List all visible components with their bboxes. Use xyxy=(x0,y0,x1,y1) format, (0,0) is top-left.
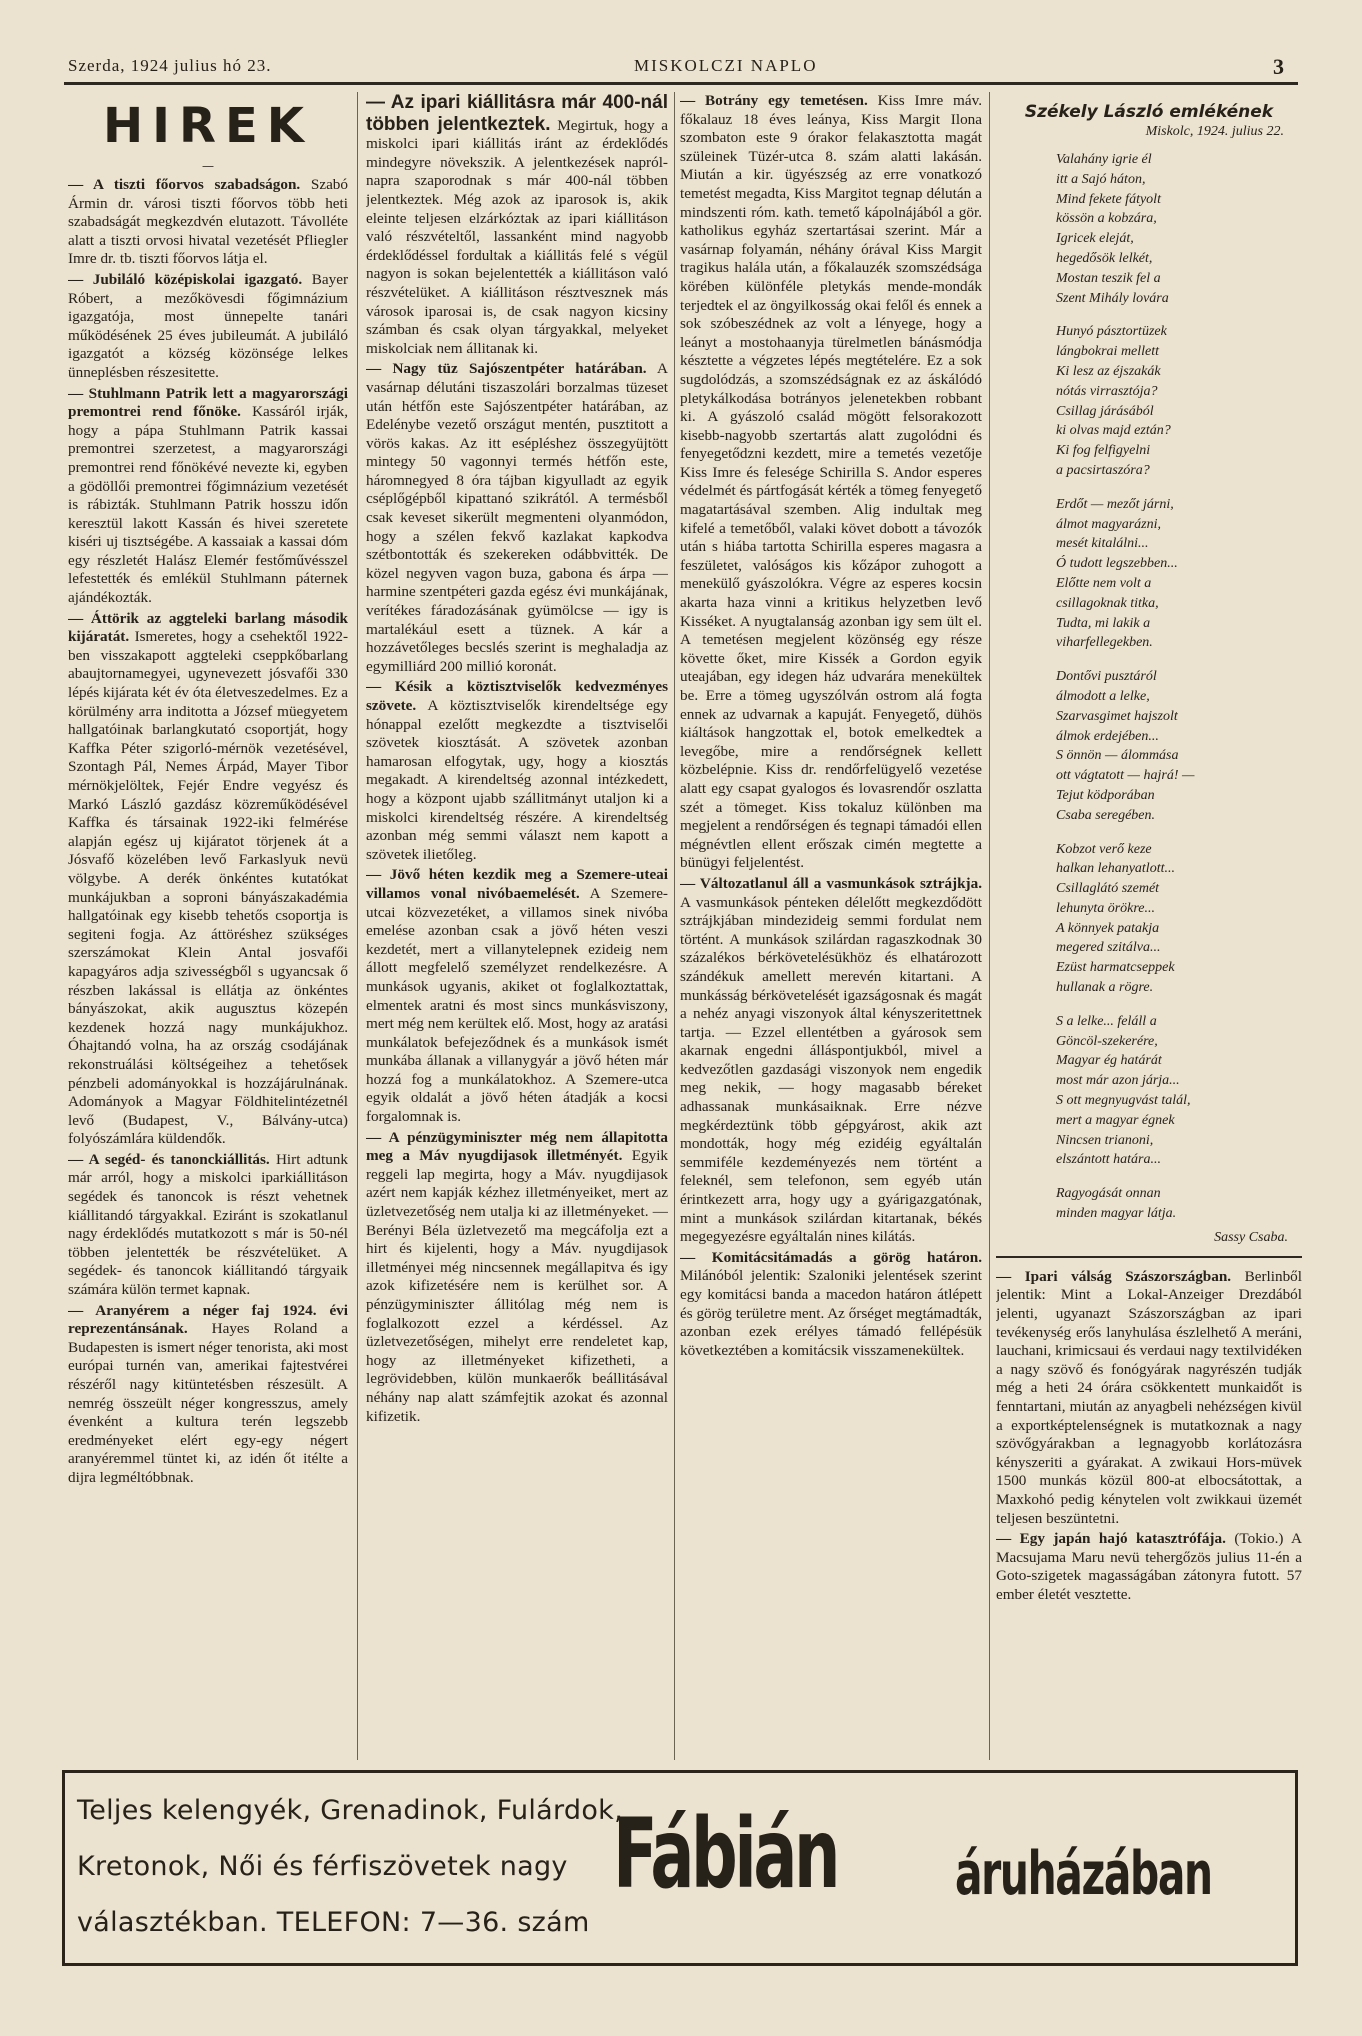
column-divider xyxy=(357,92,358,1760)
header-rule xyxy=(64,82,1298,85)
poem-line: álmot magyarázni, xyxy=(1056,516,1161,532)
article-headline: — Aranyérem a néger faj 1924. évi reprezentánsának. xyxy=(68,1301,348,1338)
poem-line: Göncöl-szekerére, xyxy=(1056,1033,1158,1049)
poem-line: Csillaglátó szemét xyxy=(1056,881,1160,897)
poem-stanza xyxy=(1056,495,1302,653)
poem-line: Nincsen trianoni, xyxy=(1056,1132,1154,1148)
poem-line: megered szitálva... xyxy=(1056,940,1161,956)
poem-stanza xyxy=(1056,1012,1302,1170)
article-body: Kiss Imre máv. főkalauz 18 éves leánya, Kiss Margit Ilona szombaton este 9 órakor felakasztotta magát szüleinek Tüzér-utca 8. szám alatti lakásán. Miután a kir. ügyészség az erre vonatkozó temetést megadta, Kiss Margitot tegnap délután a mindszenti róm. kath. temető kápolnájából a gör. katholikus egyház szertartásai szerint. Már a vasárnap folyamán, néhány órával Kiss Margit tragikus halála után, a főkalauzék szomszédsága körében különféle pletykás mende-mondák terjedtek el az öngyilkosság okai felől és ennek a sok szóbeszédnek az volt a lényege, hogy a leányt a mostohaanyja türelmetlen bánásmódja késztette a végzetes lépés megtételére. Ez a sok sugdolódzás, a szomszédságnak ez az áskálódó pletykálkodása botrányos jelenetekben robbant ki. A gyászoló család mögött felsorakozott kisebb-nagyobb szertartás alatt zugolódni és fenyegetődzni kezdett, mire a temetés vezetője Kiss Imre és felesége Schirilla S. Andor esperes védelmét és pártfogását kérték a tömeg fenyegető magatartásával szemben. Alig indultak meg kifelé a temetőből, valaki követ dobott a távozók után s hiába tartotta Schirilla esperes magasra a feszületet, valóságos kis kőzápor zuhogott a menekülő gyászolókra. Végre az esperes kocsin akarta haza vinni a kritikus helyzetben levő Kisséket. A nyugtalanság azonban igy sem ült el. A temetésen megjelent közönség egy része követte őket, mire Kissék a Gordon egyik uteajában, egy idegen ház udvarára menekültek be. Erre a tömeg ugyszólván ostrom alá fogta ennek az udvarnak a kapuját. Fenyegető, dühös kiáltások hangzottak el, botok emelkedtek a levegőbe, mire a rendőrségnek kellett közbelépnie. Kiss dr. rendőrfelügyelő vezetése alatt egy csapat gyalogos és lovasrendőr oszlatta szét a tömeget. Kiss tokaluz különben ma megjelent a rendőrségen és tegnapi támadói ellen mégnévtlen ellent erőszak cimén megtette a bünügyi feljelentést. xyxy=(680,92,982,872)
ad-brand-name: Fábián xyxy=(613,1798,838,1910)
article-headline: — Egy japán hajó katasztrófája. xyxy=(996,1530,1226,1548)
news-article xyxy=(366,678,668,864)
poem-line: Ki lesz az éjszakák xyxy=(1056,363,1161,379)
poem-line: mesét kitalálni... xyxy=(1056,536,1149,552)
poem-line: Csaba seregében. xyxy=(1056,807,1156,823)
poem-line: Ó tudott legszebben... xyxy=(1056,556,1178,572)
news-article xyxy=(68,1302,348,1488)
poem-line: Ki fog felfigyelni xyxy=(1056,443,1151,459)
article-body: Milánóból jelentik: Szaloniki jelentések szerint egy komitácsi banda a macedon határon átlépett és görög területre ment. Az őrséget megtámadták, azonban ezek erélyes támadó fellépésük következtében a komitácsik visszamenekültek. xyxy=(680,1267,982,1359)
poem-line: Dontővi pusztáról xyxy=(1056,669,1157,685)
article-body: Egyik reggeli lap megirta, hogy a Máv. nyugdijasok azért nem kapják kézhez illetményeiket, mert az üzletvezetőség nem utalja ki az illetményeket. — Berényi Béla üzletvezető ma megcáfolja ezt a hirt és kijelenti, hogy a Máv. nyugdijasok illetményei még nincsennek megállapitva és igy azok kifizetésére nem is kerülhet sor. A pénzügyminiszter állitólag még nem is foglalkozott ezzel a kérdéssel. Az üzletvezetőségen, mihelyt erre rendeletet kap, hogy az illetményeket kifizetheti, a legrövidebben, külön munkaerők beállitásával néhány nap alatt számfejtik azokat és azonnal kifizetik. xyxy=(366,1147,668,1425)
article-headline: — Komitácsitámadás a görög határon. xyxy=(680,1248,982,1266)
article-body: (Tokio.) A Macsujama Maru nevü tehergőzös julius 11-én a Goto-szigetek magasságában zátonyra futott. 57 ember életét vesztette. xyxy=(996,1530,1302,1603)
article-body: Megirtuk, hogy a miskolci ipari kiállitás iránt az érdeklődés mindegyre növekszik. A jelentkezések napról-napra szaporodnak s már 400-nál többen jelentkeztek. Még azok az iparosok is, akik eleinte teljesen elzárkóztak az ipari kiállitáson való részvételtől, lassanként mind nagyobb érdeklődéssel fordultak a kiállitás felé s végül nagyon is sokan bejelentették a kiállitáson való részvételüket. A kiállitáson résztvesznek más városok iparosai is, de csak nagyon kicsiny számban és csak olyan tárgyakkal, melyeket miskolciak nem állitanak ki. xyxy=(366,116,668,357)
poem-line: Csillag járásából xyxy=(1056,403,1154,419)
article-headline: — Késik a köztisztviselők kedvezményes szövete. xyxy=(366,678,668,714)
article-body: Bayer Róbert, a mezőkövesdi főgimnázium igazgatója, most ünnepelte tanári működésének 25 éves jubileumát. A jubiláló igazgatót a község közönsége lelkes ünneplésben részesitette. xyxy=(68,270,348,381)
news-article xyxy=(366,360,668,676)
article-body: Berlinből jelentik: Mint a Lokal-Anzeiger Drezdából jelenti, ugyanazt Szászországban az ipari tevékenység erős lanyhulása észlelhető A meráni, lauchani, krimicsaui és verdaui nagy textilvidéken a nagy szövő és fonógyárak nagyrészén tudják még a heti 24 órára csökkentett munkaidőt is fenntartani, miután az anyagbeli nehézségen kivül a exportképtelenségnek is mutatkoznak a nagy szövőgyárakban a legnagyobb korlátozásra kényszeriti a gyárakat. A zwikaui Hors-müvek 1500 munkás közül 800-at elbocsátottak, a Maxkohó pedig kénytelen volt zwikkaui üzemét teljesen beszüntetni. xyxy=(996,1267,1302,1527)
poem-line: Erdőt — mezőt járni, xyxy=(1056,496,1174,512)
poem-title: Székely László emlékének xyxy=(1024,102,1274,122)
poem-line: ott vágtatott — hajrá! — xyxy=(1056,768,1195,784)
article-headline: — Az ipari kiállitásra már 400-nál többen jelentkeztek. xyxy=(366,92,668,135)
poem-line: Igricek eleját, xyxy=(1056,231,1134,247)
news-article xyxy=(366,92,668,358)
news-article xyxy=(680,875,982,1247)
poem-line: Szarvasgimet hajszolt xyxy=(1056,708,1178,724)
article-headline: — A tiszti főorvos szabadságon. xyxy=(68,176,301,193)
poem-line: hegedősök lelkét, xyxy=(1056,250,1153,266)
news-article xyxy=(366,866,668,1126)
poem-line: Hunyó pásztortüzek xyxy=(1056,324,1167,340)
newspaper-name: MISKOLCZI NAPLO xyxy=(634,56,818,75)
poem-line: mert a magyar égnek xyxy=(1056,1112,1175,1128)
article-headline: — Stuhlmann Patrik lett a magyarországi premontrei rend főnöke. xyxy=(68,384,348,421)
article-body: A Szemere-utcai közvezetéket, a villamos sinek nivóba emelése azonban csak a jövő héten veszi kezdetét, mert a villanytelepnek ezideig nem állott megfelelő személyzet rendelkezésre. A munkások ugyanis, akiket ot foglalkoztattak, elmentek aratni és most sincs munkásviszony, mert még nem kerültek elő. Most, hogy az aratási munkálatok befejeződnek és a munkások ismét munkába állanak a villanygyár a jövő héten már hozzá fog a munkálatokhoz. A Szemere-utca egyik oldalát a jövő héten átadják a kocsi forgalomnak is. xyxy=(366,884,668,1126)
ad-line-1: Teljes kelengyék, Grenadinok, Fulárdok, xyxy=(77,1795,624,1826)
poem-line: hullanak a rögre. xyxy=(1056,980,1154,996)
poem-place-date: Miskolc, 1924. julius 22. xyxy=(1145,124,1284,139)
article-headline: — A segéd- és tanonckiállitás. xyxy=(68,1150,270,1168)
column-3 xyxy=(680,92,982,1760)
section-masthead: HIREK xyxy=(103,98,313,154)
masthead-dash: — xyxy=(202,159,214,173)
poem-line: Tejut ködporában xyxy=(1056,787,1155,803)
article-headline: — A pénzügyminiszter még nem állapitotta meg a Máv nyugdijasok illetményét. xyxy=(366,1128,668,1165)
column-2 xyxy=(366,92,668,1760)
article-headline: — Áttörik az aggteleki barlang második kijáratát. xyxy=(68,609,348,646)
article-body: Hirt adtunk már arról, hogy a miskolci iparkiállitáson segédek és tanoncok is részt vehetnek kiállitandó tárgyakkal. Eziránt is szokatlanul nagy érdeklődés mutatkozott s már is 50-nél többen jelentették be részvételüket. A segédek- és tanoncok kiállitandó tárgyaik számára külön termet kapnak. xyxy=(68,1150,348,1299)
article-headline: — Botrány egy temetésen. xyxy=(680,92,868,109)
poem-line: S ott megnyugvást talál, xyxy=(1056,1093,1191,1109)
column-1 xyxy=(68,92,348,1760)
poem-stanza xyxy=(1056,322,1302,480)
article-headline: — Változatlanul áll a vasmunkások sztrájkja. xyxy=(680,874,982,892)
poem-line: nótás virrasztója? xyxy=(1056,383,1158,399)
news-article xyxy=(366,1129,668,1427)
advertisement xyxy=(62,1770,1298,1966)
column-divider xyxy=(989,92,990,1760)
poem-line: elszántott határa... xyxy=(1056,1152,1162,1168)
article-headline: — Jubiláló középiskolai igazgató. xyxy=(68,270,303,288)
poem-line: a pacsirtaszóra? xyxy=(1056,462,1150,478)
poem xyxy=(996,150,1302,1224)
article-body: A vasárnap délutáni tiszaszolári borzalmas tüzeset után hétfőn este Sajószentpéter határában, az Edelénybe vezető országut mentén, pusztitott a vörös kakas. Az itt esépléshez összegyüjtött mintegy 50 vagonnyi termés hétfőn este, háromnegyed 8 óra tájban kigyulladt az egyik cséplőgépből kipattanó szikrától. A termésből csak keveset sikerült megmenteni olyanmódon, hogy a szélen fekvő kazlakat kapkodva szétbontották és szekereken odábbvitték. De közel negyven vagon buza, gabona és árpa — harmine szentpéteri gazda egész évi munkájának, verítékes fáradozásának gyümölcse — igy is martalékául esett a tüznek. A kár a hozzávetőleges becslés szerint is meghaladja az egymilliárd 200 millió koronát. xyxy=(366,360,668,675)
news-article xyxy=(68,176,348,269)
poem-line: Előtte nem volt a xyxy=(1056,575,1152,591)
poem-line: Ezüst harmatcseppek xyxy=(1056,960,1175,976)
article-body: Hayes Roland a Budapesten is ismert néger tenorista, aki most európai turnén van, amerikai fajtestvérei részéről nagy kitüntetésben részesült. A nemrég összeült néger kongresszus, amely évenként a kultura terén legszebb eredményeket elért egy-egy négert aranyéremmel tüntet ki, az idén őt itélte a dijra legméltóbbnak. xyxy=(68,1320,348,1486)
poem-line: Magyar ég határát xyxy=(1056,1053,1162,1069)
poem-line: csillagoknak titka, xyxy=(1056,595,1159,611)
poem-line: halkan lehanyatlott... xyxy=(1056,861,1175,877)
page-header xyxy=(64,54,1304,80)
article-headline: — Ipari válság Szászországban. xyxy=(996,1267,1232,1285)
poem-author: Sassy Csaba. xyxy=(1214,1229,1288,1245)
news-article xyxy=(680,1249,982,1361)
poem-line: lángbokrai mellett xyxy=(1056,344,1160,360)
news-article xyxy=(68,271,348,383)
poem-line: A könnyek patakja xyxy=(1056,920,1160,936)
poem-rule xyxy=(996,1256,1302,1258)
poem-line: lehunyta örökre... xyxy=(1056,900,1156,916)
poem-line: Valahány igrie él xyxy=(1056,152,1152,167)
poem-line: Szent Mihály lovára xyxy=(1056,290,1169,306)
news-article xyxy=(68,385,348,608)
ad-brand-store: áruházában xyxy=(955,1839,1212,1909)
news-article xyxy=(68,1151,348,1300)
poem-line: viharfellegekben. xyxy=(1056,635,1153,651)
poem-stanza xyxy=(1056,667,1302,825)
page-number: 3 xyxy=(1273,54,1284,79)
ad-line-3: választékban. TELEFON: 7—36. szám xyxy=(77,1907,590,1938)
poem-line: kössön a kobzára, xyxy=(1056,211,1157,227)
poem-stanza xyxy=(1056,150,1302,308)
poem-line: Ragyogását onnan xyxy=(1056,1186,1161,1202)
poem-line: Kobzot verő keze xyxy=(1056,841,1152,857)
poem-line: Mind fekete fátyolt xyxy=(1056,191,1161,207)
poem-line: álmodott a lelke, xyxy=(1056,688,1150,704)
poem-line: S a lelke... feláll a xyxy=(1056,1013,1157,1029)
column-divider xyxy=(674,92,675,1760)
issue-date: Szerda, 1924 julius hó 23. xyxy=(68,56,272,75)
news-article xyxy=(996,1530,1302,1604)
article-body: A köztisztviselők kirendeltsége egy hónappal ezelőtt megkezdte a tisztviselői szövetek kiosztását. A szövetek azonban hamarosan elfogytak, ugy, hogy a kiosztás megakadt. A kirendeltség azonnal intézkedett, hogy a központ ujabb szállitmányt utaljon ki a miskolci kirendeltség részére. A kirendeltség azonban még semmi választ nem kapott a szövetek ilietőleg. xyxy=(366,697,668,863)
poem-line: minden magyar látja. xyxy=(1056,1206,1177,1222)
poem-line: S önnön — álommása xyxy=(1056,748,1179,764)
poem-line: álmok erdejében... xyxy=(1056,728,1159,744)
ad-line-2: Kretonok, Női és férfiszövetek nagy xyxy=(77,1851,568,1882)
news-article xyxy=(68,610,348,1149)
news-article xyxy=(996,1268,1302,1528)
poem-line: ki olvas majd eztán? xyxy=(1056,423,1171,439)
article-body: Szabó Ármin dr. városi tiszti főorvos több heti szabadságát megkezdvén elutazott. Távolléte alatt a tiszti orvosi hivatal vezetését Pfliegler Imre dr. tb. tiszti főorvos látja el. xyxy=(68,176,348,268)
news-article xyxy=(680,92,982,873)
article-body: Ismeretes, hogy a csehektől 1922-ben visszakapott aggteleki cseppkőbarlang abaujtornamegyei, ugynevezett jósvafői 330 lépés kijárata két év óta életveszedelmes. Ez a körülmény arra inditotta a József müegyetem hallgatóinak barlangkutató csoportját, hogy Kaffka Péter szigorló-mérnök vezetésével, Szontagh Pál, Nemes Árpád, Mayer Tibor mérnökjelöltek, Fejér Endre vegyész és Markó László gazdász közreműködésével Kaffka és társainak 1922-iki felmérése alapján egész uj kijáratot törjenek át a Jósvafő közelében levő Farkaslyuk nevü völgybe. A derék önkéntes kutatókat munkájukban a soproni bányászakadémia hallgatóinak egy kisebb tehetős csoportja is segiteni fogja. Az áttöréshez szükséges szerszámokat Klein Antal josvafői kapagyáros adja szivességből s ugyancsak ő részben lakással is ellátja az önkéntes bányászokat, akik augusztus közepén kezdenek hozzá nagy munkájukhoz. Óhajtandó volna, ha az ország csodájának rekonstruálási költségeihez a tehetősek pénzbeli adományokkal is hozzájárulnának. Adományok a Magyar Földhitelintézetnél levő (Budapest, V., Bálvány-utca) folyószámlára küldendők. xyxy=(68,628,348,1148)
poem-line: itt a Sajó háton, xyxy=(1056,171,1146,187)
poem-line: Mostan teszik fel a xyxy=(1056,270,1161,286)
article-body: Kassáról irják, hogy a pápa Stuhlmann Patrik kassai premontrei szerzetest, a magyarországi premontrei rend főnökévé nevezte ki, egyben a gödöllői premontrei főgimnázium vezetését is rábizták. Stuhlmann Patrik hosszu időn keresztül lakott Kassán és hivei szeretete kiséri uj tisztségébe. A kassaiak a kassai dóm egy részletét Halász Elemér festőművésszel lefestették és emlékül Stuhlmann páternek ajándékozták. xyxy=(68,403,348,607)
poem-stanza xyxy=(1056,1184,1302,1224)
poem-line: Tudta, mi lakik a xyxy=(1056,615,1151,631)
column-4 xyxy=(996,92,1302,1760)
article-headline: — Jövő héten kezdik meg a Szemere-uteai villamos vonal nivóbaemelését. xyxy=(366,866,668,902)
poem-line: most már azon járja... xyxy=(1056,1073,1180,1089)
article-headline: — Nagy tüz Sajószentpéter határában. xyxy=(366,360,647,378)
article-body: A vasmunkások pénteken délelőtt megkezdődött sztrájkjában mindezideig semmi fordulat nem történt. A munkások szilárdan ragaszkodnak 30 százalékos bérkövetelésükhöz és elhatározott szándékuk amellett merevén kitartani. A munkásság bérkövetelését igazságosnak és magát a nehéz anyagi viszonyok által kényszeritettnek tartja. — Ezzel ellentétben a gyárosok sem akarnak engedni álláspontjukból, mivel a kedvezőtlen gazdasági viszonyok nem engedik meg nekik, — hogy magasabb béreket adhassanak munkásaiknak. Erre nézve megkérdeztünk több gépgyárost, akik azt mondották, hogy még ezidéig egyáltalán semmiféle kezdeményezés nem történt a feleknél, sem telefonon, sem egyéb után érintkezett arra, hogy ugy a gyárigazgatónak, mint a munkások szilárdan kitartanak, békés megegyezésre egyáltalán nines kilátás. xyxy=(680,893,982,1246)
poem-stanza xyxy=(1056,840,1302,998)
